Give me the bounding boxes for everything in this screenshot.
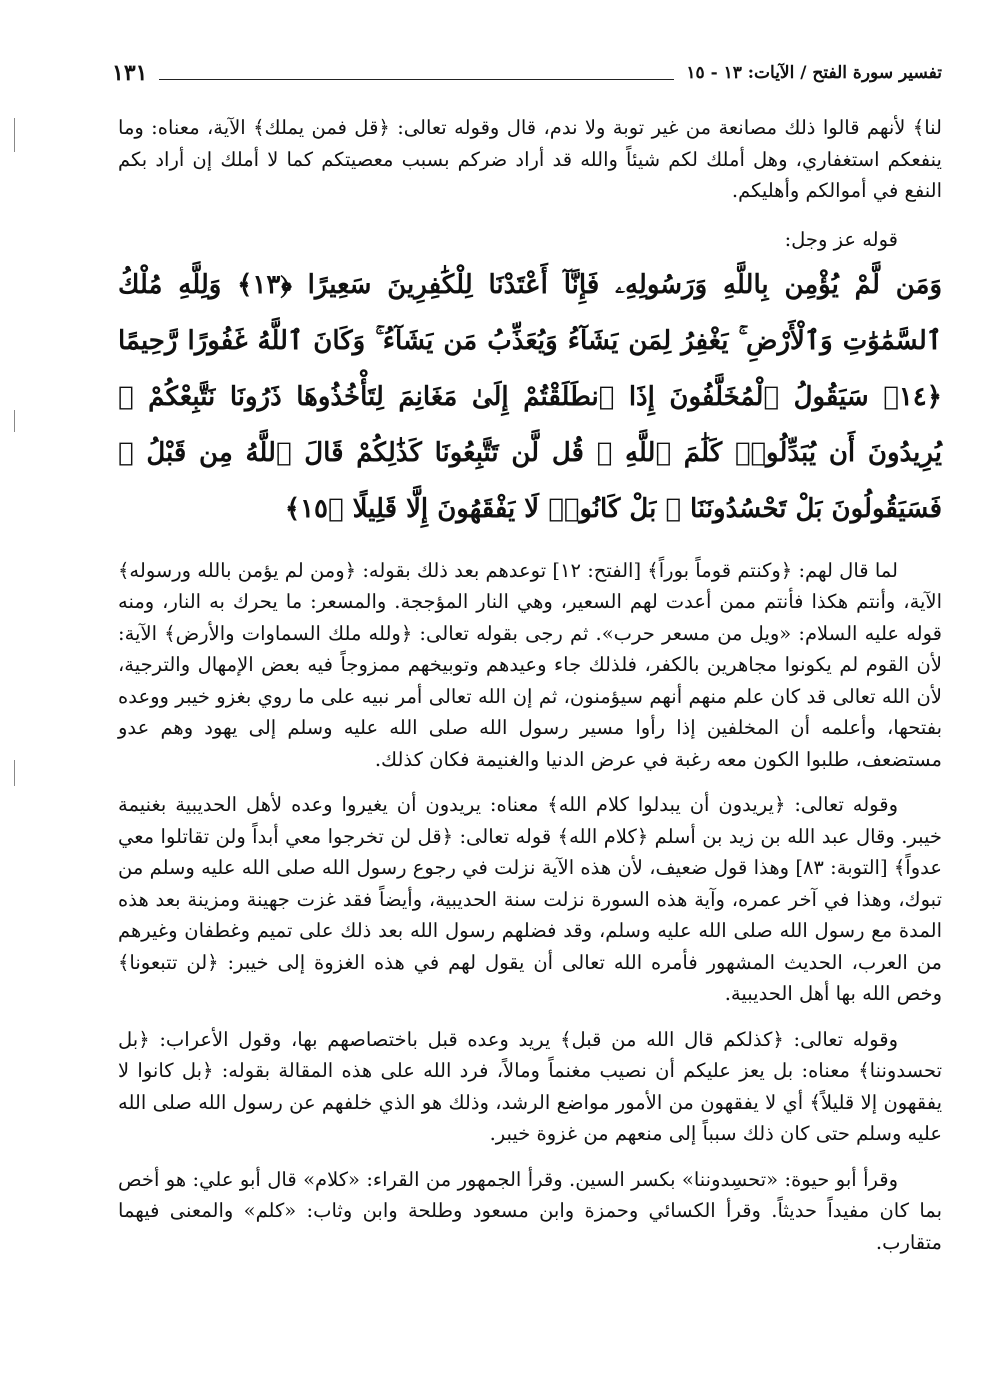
header-rule: [159, 79, 674, 80]
paragraph-commentary-3: [118, 1024, 942, 1150]
scan-edge-mark: [14, 118, 15, 152]
paragraph-text: وقوله تعالى: ﴿كذلكم قال الله من قبل﴾ يريد وعده قبل باختصاصهم بها، وقول الأعراب: ﴿بل تحسدوننا﴾ معناه: بل يعز عليكم أن نصيب مغنماً ومالاً، فرد الله على هذه المقالة بقوله: ﴿بل كانوا لا يفقهون إلا قليلاً﴾ أي لا يفقهون من الأمور مواضع الرشد، وذلك هو الذي خلفهم عن رسول الله صلى الله عليه وسلم حتى كان ذلك سبباً إلى منعهم من غزوة خيبر.: [118, 1027, 943, 1145]
verse-intro: قوله عز وجل:: [784, 227, 898, 251]
paragraph-text: وقوله تعالى: ﴿يريدون أن يبدلوا كلام الله﴾ معناه: يريدون أن يغيروا وعده لأهل الحديبية بغنيمة خيبر. وقال عبد الله بن زيد بن أسلم ﴿كلام الله﴾ قوله تعالى: ﴿قل لن تخرجوا معي أبداً ولن تقاتلوا معي عدواً﴾ [التوبة: ٨٣] وهذا قول ضعيف، لأن هذه الآية نزلت في رجوع رسول الله صلى الله عليه وسلم من تبوك، وهذا في آخر عمره، وآية هذه السورة نزلت سنة الحديبية، وأيضاً فقد غزت جهينة ومزينة بعد هذه المدة مع رسول الله صلى الله عليه وسلم، وقد فضلهم رسول الله بعد ذلك على تميم وغطفان وغيرهم من العرب، الحديث المشهور فأمره الله تعالى أن يقول لهم في هذه الغزوة إلى خيبر: ﴿لن تتبعونا﴾ وخص الله بها أهل الحديبية.: [118, 793, 942, 1005]
paragraph-commentary-4: [118, 1164, 942, 1259]
paragraph-text: وقرأ أبو حيوة: «تحسِدوننا» بكسر السين. وقرأ الجمهور من القراء: «كلام» قال أبو علي: هو أخص بما كان مفيداً حديثاً. وقرأ الكسائي وحمزة وابن مسعود وطلحة وابن وثاب: «كلم» والمعنى فيهما متقارب.: [118, 1167, 942, 1254]
paragraph-continuation: لنا﴾ لأنهم قالوا ذلك مصانعة من غير توبة ولا ندم، قال وقوله تعالى: ﴿قل فمن يملك﴾ الآية، معناه: وما ينفعكم استغفاري، وهل أملك لكم شيئاً والله قد أراد ضركم بسبب معصيتكم كما لا أملك إن أراد بكم النفع في أموالكم وأهليكم.: [118, 116, 942, 202]
header-title: تفسير سورة الفتح / الآيات: ١٣ - ١٥: [686, 63, 942, 83]
page-number: ١٣١: [112, 60, 148, 86]
running-header: [112, 56, 942, 90]
paragraph-commentary-2: [118, 789, 942, 1010]
quran-verses: وَمَن لَّمْ يُؤْمِن بِاللَّهِ وَرَسُولِهِۦ فَإِنَّآ أَعْتَدْنَا لِلْكَٰفِرِينَ سَعِيرًا ﴿١٣﴾ وَلِلَّهِ مُلْكُ ٱلسَّمَٰوَٰتِ وَٱلْأَرْضِ ۚ يَغْفِرُ لِمَن يَشَآءُ وَيُعَذِّبُ مَن يَشَآءُ ۚ وَكَانَ ٱللَّهُ غَفُورًا رَّحِيمًا ﴿١٤﴾ سَيَقُولُ ٱلْمُخَلَّفُونَ إِذَا ٱنطَلَقْتُمْ إِلَىٰ مَغَانِمَ لِتَأْخُذُوهَا ذَرُونَا نَتَّبِعْكُمْ ۖ يُرِيدُونَ أَن يُبَدِّلُوا۟ كَلَٰمَ ٱللَّهِ ۚ قُل لَّن تَتَّبِعُونَا كَذَٰلِكُمْ قَالَ ٱللَّهُ مِن قَبْلُ ۖ فَسَيَقُولُونَ بَلْ تَحْسُدُونَنَا ۚ بَلْ كَانُوا۟ لَا يَفْقَهُونَ إِلَّا قَلِيلًا ﴿١٥﴾: [118, 269, 943, 524]
paragraph-commentary-1: [118, 555, 942, 776]
scan-edge-mark: [14, 760, 15, 786]
scan-edge-mark: [14, 410, 15, 432]
page-body: [118, 112, 942, 1272]
paragraph-text: لما قال لهم: ﴿وكنتم قوماً بوراً﴾ [الفتح: ١٢] توعدهم بعد ذلك بقوله: ﴿ومن لم يؤمن بالله ورسوله﴾ الآية، وأنتم هكذا فأنتم ممن أعدت لهم السعير، وهي النار المؤججة. والمسعر: ما يحرك به النار، ومنه قوله عليه السلام: «ويل من مسعر حرب». ثم رجى بقوله تعالى: ﴿ولله ملك السماوات والأرض﴾ الآية: لأن القوم لم يكونوا مجاهرين بالكفر، فلذلك جاء وعيدهم وتوبيخهم ممزوجاً فيه بعض الإمهال والترجية، لأن الله تعالى قد كان علم منهم أنهم سيؤمنون، ثم إن الله تعالى أمر نبيه على ما روي بغزو خيبر ووعده بفتحها، وأعلمه أن المخلفين إذا رأوا مسير رسول الله صلى الله عليه وسلم إلى يهود وهم عدو مستضعف، طلبوا الكون معه رغبة في عرض الدنيا والغنيمة فكان كذلك.: [118, 558, 942, 771]
